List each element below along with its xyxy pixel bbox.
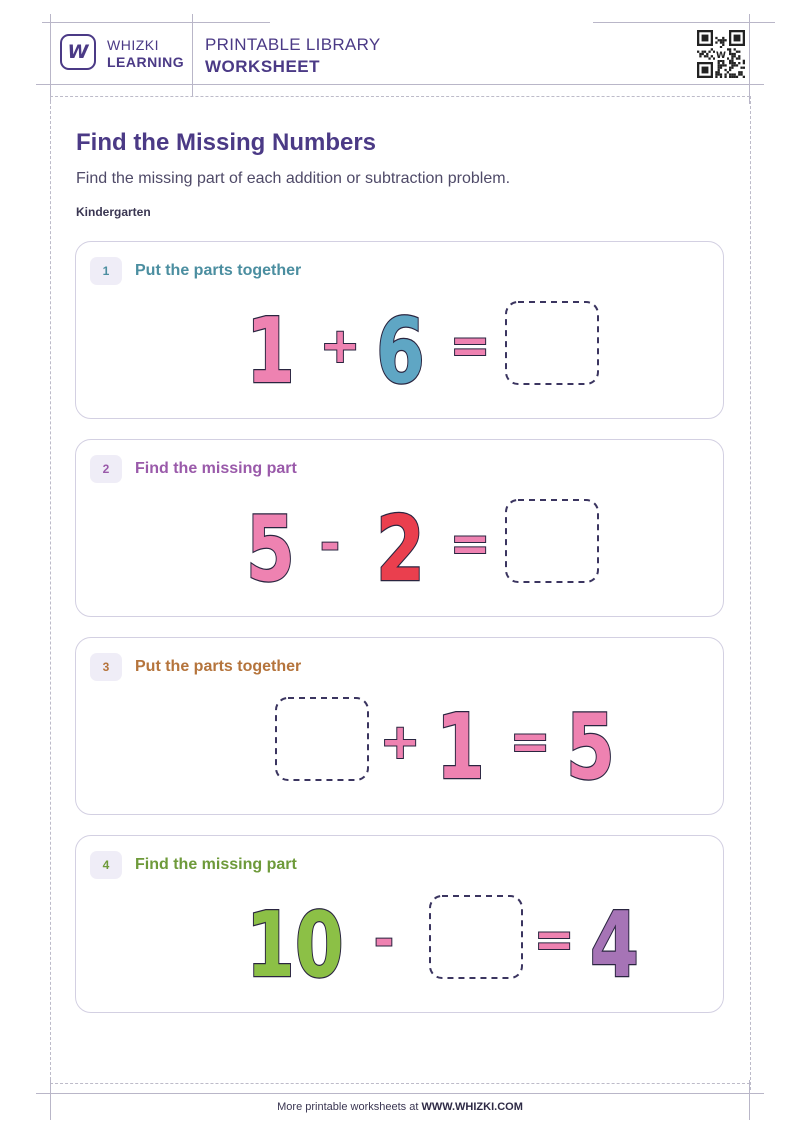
equation-operator: - [374, 912, 394, 968]
problem-card-4 [75, 835, 724, 1013]
qr-module [731, 64, 733, 66]
page-dashed-left [50, 96, 51, 1090]
answer-blank-box[interactable] [276, 698, 368, 780]
qr-module [734, 73, 736, 75]
qr-module [729, 69, 731, 71]
qr-module [729, 76, 731, 78]
footer-divider-right [749, 1080, 750, 1120]
qr-module [736, 57, 738, 59]
equation-operator: + [380, 714, 421, 770]
equation-operator: = [534, 912, 575, 968]
qr-module [699, 53, 701, 55]
header-divider-right [749, 14, 750, 104]
problem-card-1 [75, 241, 724, 419]
qr-module [731, 60, 733, 62]
qr-module [704, 51, 706, 53]
problem-title: Put the parts together [135, 262, 302, 279]
header-bottom-rule [36, 84, 764, 85]
qr-module [727, 48, 729, 50]
qr-module [704, 55, 706, 57]
problem-number-badge: 1 [90, 257, 122, 285]
problem-card-2 [75, 439, 724, 617]
qr-module [738, 62, 740, 64]
qr-module [734, 62, 736, 64]
problem-number-badge: 2 [90, 455, 122, 483]
qr-module [729, 60, 731, 62]
qr-module [740, 71, 742, 73]
page-dashed-top [50, 96, 750, 97]
qr-finder-mark [702, 35, 709, 42]
equation-operator: = [450, 516, 491, 572]
qr-module [720, 67, 722, 69]
qr-module [708, 57, 710, 59]
page-title: Find the Missing Numbers [76, 129, 377, 156]
qr-module [718, 73, 720, 75]
header-divider-brand [192, 14, 193, 96]
footer-rule [36, 1093, 764, 1094]
qr-module [718, 71, 720, 73]
qr-module [715, 37, 717, 39]
brand-name-line1: WHIZKI [107, 37, 159, 53]
qr-module [718, 62, 720, 64]
qr-module [697, 51, 699, 53]
qr-module [722, 39, 724, 41]
qr-module [734, 55, 736, 57]
equation-number: 6 [375, 299, 425, 405]
equation-operator: = [510, 714, 551, 770]
qr-module [702, 51, 704, 53]
qr-module [722, 41, 724, 43]
qr-module [736, 64, 738, 66]
qr-module [720, 76, 722, 78]
qr-module [720, 46, 722, 48]
qr-module [715, 41, 717, 43]
qr-module [734, 76, 736, 78]
equation-2 [76, 440, 725, 618]
qr-module [731, 57, 733, 59]
header-divider-left [50, 14, 51, 104]
qr-center-letter: W [716, 51, 726, 61]
problem-number-badge: 3 [90, 653, 122, 681]
qr-module [702, 53, 704, 55]
problem-number-badge: 4 [90, 851, 122, 879]
qr-module [736, 51, 738, 53]
equation-number: 1 [436, 695, 485, 801]
qr-module [738, 73, 740, 75]
qr-module [736, 76, 738, 78]
brand-name-line2: LEARNING [107, 54, 185, 70]
header-top-rule-left [42, 22, 270, 23]
qr-module [724, 76, 726, 78]
equation-operator: + [320, 318, 361, 374]
qr-module [720, 39, 722, 41]
grade-label: Kindergarten [76, 205, 151, 219]
qr-module [718, 39, 720, 41]
equation-3 [76, 638, 725, 816]
qr-module [724, 69, 726, 71]
qr-module [731, 53, 733, 55]
footer-text: More printable worksheets at [277, 1101, 422, 1113]
whizki-logo-icon [60, 34, 96, 70]
qr-module [713, 57, 715, 59]
library-label: PRINTABLE LIBRARY [205, 35, 381, 54]
equation-number: 4 [590, 893, 639, 999]
qr-module [734, 48, 736, 50]
qr-module [720, 73, 722, 75]
qr-module [729, 73, 731, 75]
qr-module [731, 62, 733, 64]
page-subtitle: Find the missing part of each addition or subtraction problem. [76, 170, 511, 187]
equation-number: 10 [246, 893, 344, 999]
qr-module [720, 41, 722, 43]
qr-module [731, 76, 733, 78]
qr-module [729, 48, 731, 50]
page-dashed-right [750, 96, 751, 1090]
qr-module [699, 55, 701, 57]
qr-module [715, 76, 717, 78]
qr-module [724, 64, 726, 66]
footer-link[interactable]: WWW.WHIZKI.COM [421, 1101, 523, 1113]
answer-blank-box[interactable] [430, 896, 522, 978]
qr-module [715, 71, 717, 73]
qr-module [722, 62, 724, 64]
qr-module [738, 55, 740, 57]
qr-module [718, 64, 720, 66]
qr-module [734, 53, 736, 55]
qr-module [706, 55, 708, 57]
qr-module [738, 57, 740, 59]
qr-module [740, 73, 742, 75]
qr-module [706, 53, 708, 55]
qr-module [720, 64, 722, 66]
equation-1 [76, 242, 725, 420]
qr-module [718, 69, 720, 71]
qr-module [731, 55, 733, 57]
problem-title: Put the parts together [135, 658, 302, 675]
answer-blank-box[interactable] [506, 302, 598, 384]
logo-letter: W [67, 41, 89, 63]
qr-module [743, 60, 745, 62]
problem-title: Find the missing part [135, 460, 297, 477]
qr-code-icon [697, 30, 745, 78]
qr-finder-mark [702, 67, 709, 74]
qr-module [713, 51, 715, 53]
qr-module [743, 67, 745, 69]
header-top-rule-right [593, 22, 775, 23]
qr-module [738, 71, 740, 73]
qr-module [740, 67, 742, 69]
qr-module [722, 64, 724, 66]
qr-module [729, 67, 731, 69]
equation-number: 5 [566, 695, 615, 801]
qr-module [727, 57, 729, 59]
qr-module [729, 62, 731, 64]
equation-4 [76, 836, 725, 1014]
qr-finder-mark [734, 35, 741, 42]
qr-module [743, 76, 745, 78]
equation-number: 2 [375, 497, 425, 603]
page-dashed-bottom [50, 1083, 750, 1084]
qr-module [738, 51, 740, 53]
qr-module [711, 55, 713, 57]
qr-module [708, 51, 710, 53]
qr-module [722, 37, 724, 39]
footer-divider-left [50, 1080, 51, 1120]
qr-module [715, 73, 717, 75]
qr-module [729, 53, 731, 55]
qr-module [731, 73, 733, 75]
answer-blank-box[interactable] [506, 500, 598, 582]
worksheet-label: WORKSHEET [205, 57, 320, 76]
qr-module [729, 51, 731, 53]
problem-card-3 [75, 637, 724, 815]
equation-operator: = [450, 318, 491, 374]
qr-module [724, 73, 726, 75]
qr-module [727, 71, 729, 73]
qr-module [734, 64, 736, 66]
footer-note [0, 1101, 800, 1113]
equation-number: 1 [246, 299, 295, 405]
qr-module [724, 39, 726, 41]
qr-module [731, 67, 733, 69]
qr-module [711, 48, 713, 50]
problem-title: Find the missing part [135, 856, 297, 873]
equation-number: 5 [246, 497, 295, 603]
equation-operator: - [320, 516, 340, 572]
qr-module [743, 62, 745, 64]
qr-module [722, 44, 724, 46]
qr-module [718, 67, 720, 69]
